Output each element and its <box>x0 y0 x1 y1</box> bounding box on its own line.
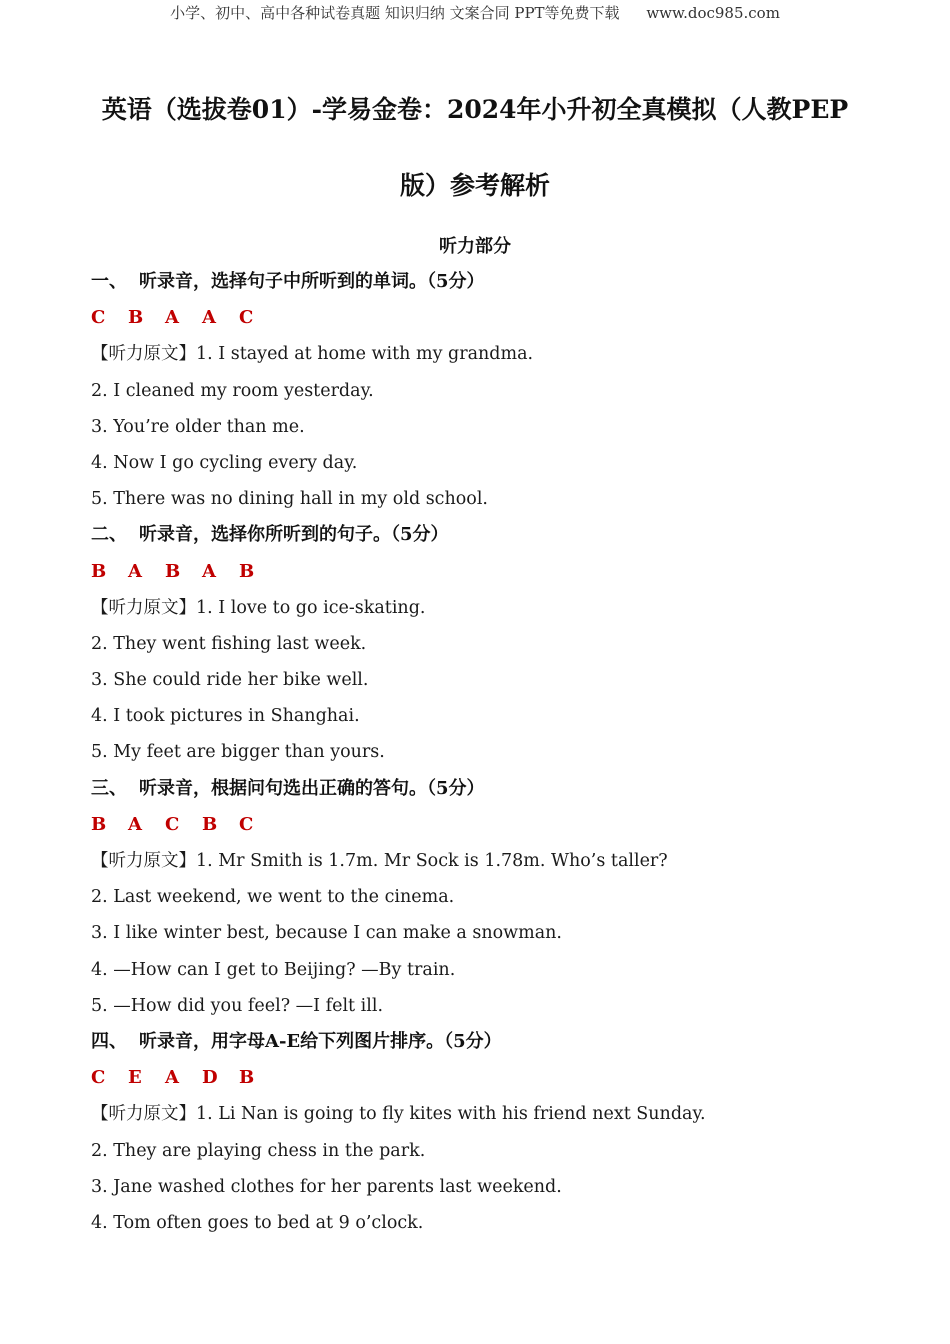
answer-letter: C <box>165 813 180 835</box>
transcript-line: 3. I like winter best, because I can make a snowman. <box>91 923 562 944</box>
transcript-line: 【听力原文】1. I love to go ice-skating. <box>91 597 426 618</box>
transcript-line: 4. Now I go cycling every day. <box>91 452 358 473</box>
page-header <box>0 2 950 23</box>
transcript-line: 3. You’re older than me. <box>91 416 305 437</box>
answer-letter: C <box>91 1067 106 1089</box>
transcript-line: 5. There was no dining hall in my old school. <box>91 489 488 510</box>
section-number: 三、 <box>91 777 127 799</box>
section-heading <box>91 517 891 553</box>
section-number: 二、 <box>91 524 127 546</box>
answer-letter: D <box>202 1067 218 1089</box>
answer-letter: B <box>165 560 181 582</box>
transcript-line: 【听力原文】1. I stayed at home with my grandma. <box>91 344 534 365</box>
section-heading-text: 听录音，选择你所听到的句子。（5分） <box>139 524 449 546</box>
section-number: 四、 <box>91 1030 127 1052</box>
section-subtitle: 听力部分 <box>439 236 511 257</box>
transcript-line: 2. They went fishing last week. <box>91 633 367 654</box>
transcript-line: 4. I took pictures in Shanghai. <box>91 706 360 727</box>
section-heading-text: 听录音，用字母A-E给下列图片排序。（5分） <box>139 1030 502 1052</box>
answer-row <box>91 807 891 843</box>
answer-letter: A <box>165 307 179 329</box>
answer-letter: B <box>91 560 107 582</box>
document-title-line-2: 版）参考解析 <box>399 171 550 200</box>
answer-letter: B <box>239 560 255 582</box>
document-title-line-1: 英语（选拔卷01）-学易金卷：2024年小升初全真模拟（人教PEP <box>101 95 849 124</box>
section-number: 一、 <box>91 271 127 292</box>
transcript-line: 4. Tom often goes to bed at 9 o’clock. <box>91 1212 424 1233</box>
answer-letter: C <box>91 307 106 329</box>
section-heading <box>91 771 891 807</box>
transcript-line: 5. —How did you feel? —I felt ill. <box>91 995 384 1016</box>
transcript-line: 4. —How can I get to Beijing? —By train. <box>91 959 456 980</box>
answer-letter: A <box>165 1067 179 1089</box>
answer-letter: B <box>202 813 218 835</box>
answer-letter: A <box>128 813 142 835</box>
transcript-line: 2. They are playing chess in the park. <box>91 1140 426 1161</box>
answer-row <box>91 300 891 336</box>
answer-row <box>91 1060 891 1096</box>
transcript-line: 【听力原文】1. Li Nan is going to fly kites with his friend next Sunday. <box>91 1104 706 1125</box>
section-heading <box>91 264 891 300</box>
answer-letter: A <box>202 307 216 329</box>
answer-letter: E <box>128 1067 142 1089</box>
answer-letter: A <box>128 560 142 582</box>
section-heading-text: 听录音，选择句子中所听到的单词。（5分） <box>139 271 485 292</box>
transcript-line: 【听力原文】1. Mr Smith is 1.7m. Mr Sock is 1.78m. Who’s taller? <box>91 851 668 871</box>
answer-letter: C <box>239 813 254 835</box>
transcript-line: 3. She could ride her bike well. <box>91 670 369 691</box>
section-heading <box>91 1024 891 1060</box>
transcript-line: 2. I cleaned my room yesterday. <box>91 380 374 401</box>
answer-letter: C <box>239 307 254 329</box>
transcript-line: 3. Jane washed clothes for her parents last weekend. <box>91 1176 562 1197</box>
section-heading-text: 听录音，根据问句选出正确的答句。（5分） <box>139 777 485 799</box>
document-body <box>91 264 891 1241</box>
transcript-line: 5. My feet are bigger than yours. <box>91 742 385 763</box>
answer-row <box>91 554 891 590</box>
answer-letter: B <box>239 1067 255 1089</box>
answer-letter: B <box>91 813 107 835</box>
header-url[interactable]: www.doc985.com <box>646 4 780 22</box>
answer-letter: B <box>128 307 144 329</box>
transcript-line: 2. Last weekend, we went to the cinema. <box>91 887 455 908</box>
answer-letter: A <box>202 560 216 582</box>
header-text: 小学、初中、高中各种试卷真题 知识归纳 文案合同 PPT等免费下载 <box>170 4 620 22</box>
